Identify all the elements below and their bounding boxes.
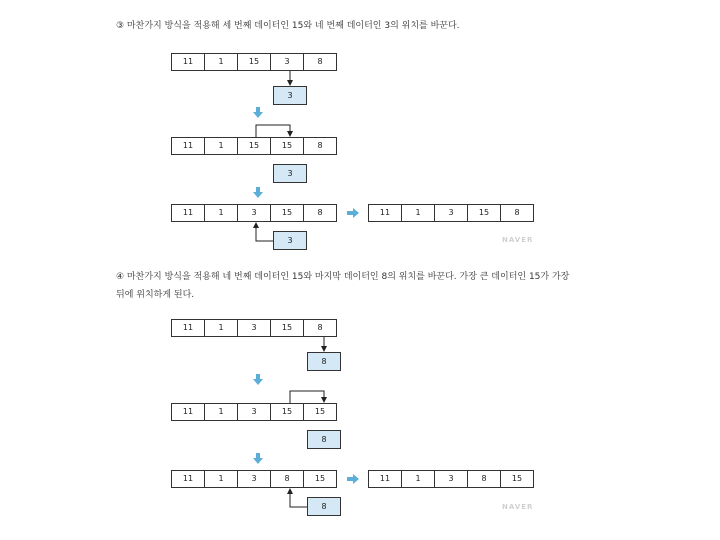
step3-caption: ③ 마찬가지 방식을 적용해 세 번째 데이터인 15와 네 번째 데이터인 3의 위치를 바꾼다. (116, 21, 460, 31)
array-cell: 15 (270, 137, 304, 155)
step-down-arrow-icon (253, 453, 263, 464)
shift-right-arrow (290, 391, 324, 403)
shift-right-arrow (256, 125, 290, 137)
step4-temp-box-3: 8 (307, 497, 341, 516)
array-cell: 15 (237, 53, 271, 71)
array-cell: 11 (171, 470, 205, 488)
array-cell: 3 (237, 470, 271, 488)
array-cell: 1 (204, 470, 238, 488)
array-cell: 11 (171, 204, 205, 222)
array-cell: 8 (303, 53, 337, 71)
array-cell: 11 (368, 470, 402, 488)
array-cell: 1 (204, 137, 238, 155)
array-cell: 3 (237, 403, 271, 421)
array-cell: 11 (368, 204, 402, 222)
array-cell: 15 (270, 204, 304, 222)
step4-temp-box-2: 8 (307, 430, 341, 449)
result-right-arrow-icon (347, 208, 359, 218)
array-cell: 1 (401, 204, 435, 222)
step4-temp-box-1: 8 (307, 352, 341, 371)
watermark-logo: NAVER (502, 236, 534, 244)
step4-caption-line1: ④ 마찬가지 방식을 적용해 네 번째 데이터인 15와 마지막 데이터인 8의 위치를 바꾼다. 가장 큰 데이터인 15가 가장 (116, 272, 570, 282)
array-cell: 15 (270, 403, 304, 421)
array-cell: 1 (401, 470, 435, 488)
array-cell: 8 (467, 470, 501, 488)
step4-caption-line2: 뒤에 위치하게 된다. (116, 290, 195, 300)
array-cell: 3 (434, 470, 468, 488)
array-cell: 15 (303, 403, 337, 421)
array-cell: 11 (171, 403, 205, 421)
array-cell: 11 (171, 53, 205, 71)
array-cell: 1 (204, 204, 238, 222)
result-right-arrow-icon (347, 474, 359, 484)
array-cell: 15 (270, 319, 304, 337)
insert-up-arrow (290, 489, 307, 507)
step3-temp-box-1: 3 (273, 86, 307, 105)
array-cell: 8 (303, 319, 337, 337)
array-cell: 1 (204, 53, 238, 71)
insert-up-arrow (256, 223, 273, 241)
array-cell: 3 (237, 204, 271, 222)
array-cell: 11 (171, 319, 205, 337)
array-cell: 15 (237, 137, 271, 155)
array-cell: 3 (237, 319, 271, 337)
array-cell: 8 (303, 137, 337, 155)
array-cell: 1 (204, 403, 238, 421)
array-cell: 8 (270, 470, 304, 488)
step-down-arrow-icon (253, 374, 263, 385)
array-cell: 15 (467, 204, 501, 222)
step-down-arrow-icon (253, 107, 263, 118)
array-cell: 3 (270, 53, 304, 71)
array-cell: 15 (500, 470, 534, 488)
array-cell: 1 (204, 319, 238, 337)
array-cell: 8 (303, 204, 337, 222)
watermark-logo: NAVER (502, 503, 534, 511)
array-cell: 15 (303, 470, 337, 488)
step3-temp-box-2: 3 (273, 164, 307, 183)
array-cell: 3 (434, 204, 468, 222)
step3-temp-box-3: 3 (273, 231, 307, 250)
array-cell: 8 (500, 204, 534, 222)
array-cell: 11 (171, 137, 205, 155)
step-down-arrow-icon (253, 187, 263, 198)
